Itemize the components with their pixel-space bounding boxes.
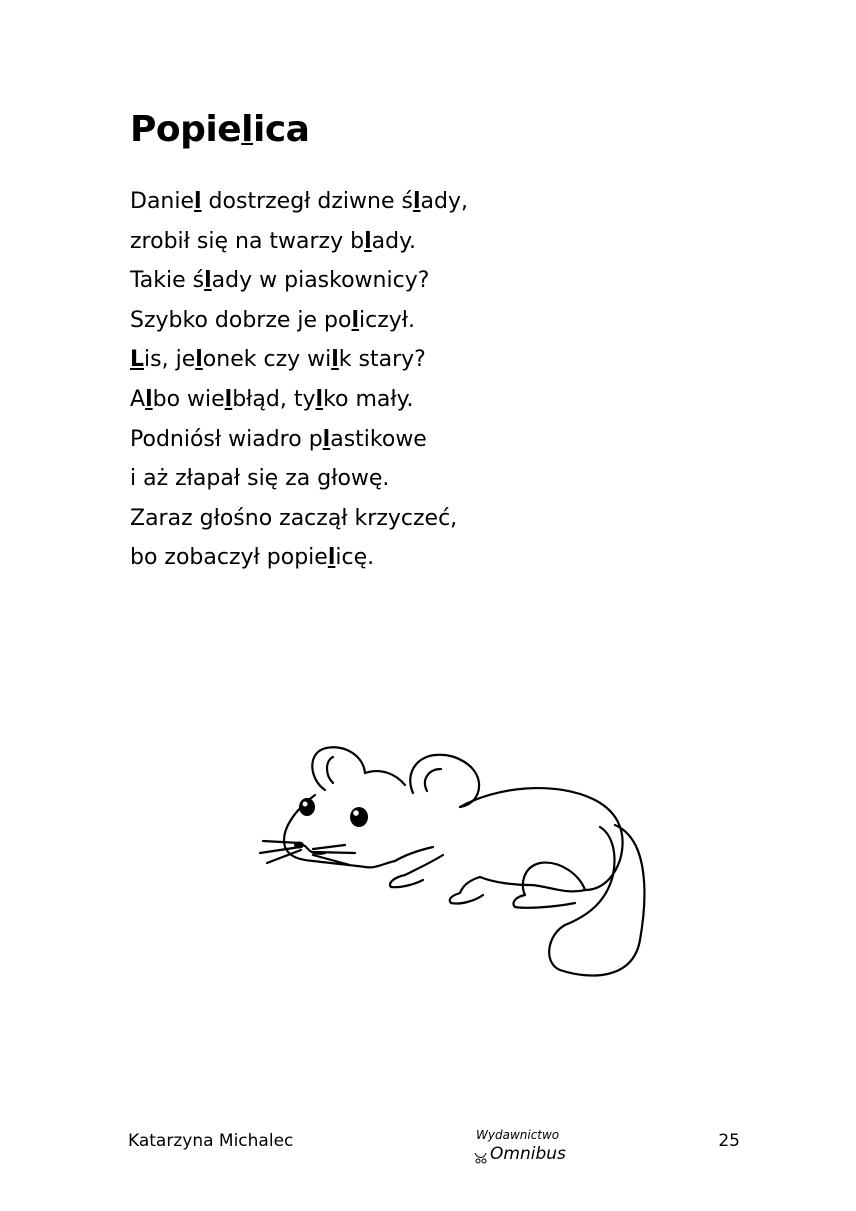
poem-line bbox=[130, 340, 468, 380]
poem-line-text: Podniósł wiadro p bbox=[130, 426, 323, 452]
poem-line-text: k stary? bbox=[338, 347, 426, 373]
highlighted-letter: l bbox=[194, 189, 202, 214]
publisher-logo bbox=[472, 1123, 570, 1165]
highlighted-letter: l bbox=[412, 189, 421, 214]
poem-line-text: Danie bbox=[130, 189, 195, 214]
poem-line-text: ko mały. bbox=[323, 386, 414, 412]
poem-line bbox=[130, 420, 468, 460]
poem-line-text: iczył. bbox=[359, 307, 416, 333]
poem-line-text: Zaraz głośno zaczął krzyczeć, bbox=[130, 505, 458, 531]
poem-line-text: ady w piaskownicy? bbox=[211, 268, 430, 294]
poem-line bbox=[130, 182, 468, 222]
author-name: Katarzyna Michalec bbox=[128, 1131, 294, 1151]
highlighted-letter: l bbox=[241, 109, 253, 150]
poem-line-text: A bbox=[130, 386, 146, 412]
highlighted-letter: L bbox=[130, 347, 145, 373]
highlighted-letter: l bbox=[322, 426, 331, 452]
highlighted-letter: l bbox=[327, 545, 336, 571]
poem-line-text: ady, bbox=[420, 189, 468, 214]
publisher-logo-line-1: Wydawnictwo bbox=[476, 1128, 560, 1142]
poem-line bbox=[130, 261, 468, 301]
highlighted-letter: l bbox=[331, 347, 339, 373]
poem-line bbox=[130, 301, 468, 341]
poem-line-text: onek czy wi bbox=[202, 347, 332, 373]
poem-line-text: icę. bbox=[335, 545, 375, 571]
poem-line bbox=[130, 459, 468, 499]
poem-line-text: dostrzegł dziwne ś bbox=[201, 189, 413, 214]
poem-line-text: bo zobaczył popie bbox=[130, 545, 328, 571]
highlighted-letter: l bbox=[224, 386, 233, 412]
poem-line-text: Takie ś bbox=[130, 268, 205, 294]
title-text: ica bbox=[253, 109, 310, 150]
poem-line-text: is, je bbox=[144, 347, 196, 373]
title-text: Popie bbox=[130, 109, 242, 150]
highlighted-letter: l bbox=[195, 347, 203, 373]
poem-line-text: astikowe bbox=[330, 426, 427, 452]
page-number: 25 bbox=[718, 1131, 740, 1151]
highlighted-letter: l bbox=[315, 386, 324, 412]
poem-title bbox=[130, 108, 309, 152]
poem-line-text: błąd, ty bbox=[232, 386, 316, 412]
poem-line bbox=[130, 380, 468, 420]
poem-line-text: bo wie bbox=[152, 386, 225, 412]
highlighted-letter: l bbox=[364, 228, 372, 254]
highlighted-letter: l bbox=[145, 386, 153, 412]
publisher-logo-line-2: Omnibus bbox=[490, 1144, 566, 1164]
poem-line bbox=[130, 222, 468, 262]
poem-line-text: i aż złapał się za głowę. bbox=[130, 466, 390, 492]
poem-line-text: Szybko dobrze je po bbox=[130, 307, 352, 333]
dormouse-icon bbox=[255, 735, 655, 985]
poem-line-text: ady. bbox=[371, 228, 416, 254]
poem-line bbox=[130, 499, 468, 539]
highlighted-letter: l bbox=[351, 307, 360, 333]
poem-text bbox=[130, 182, 468, 578]
poem-line bbox=[130, 538, 468, 578]
poem-line-text: zrobił się na twarzy b bbox=[130, 228, 365, 254]
highlighted-letter: l bbox=[204, 268, 212, 294]
